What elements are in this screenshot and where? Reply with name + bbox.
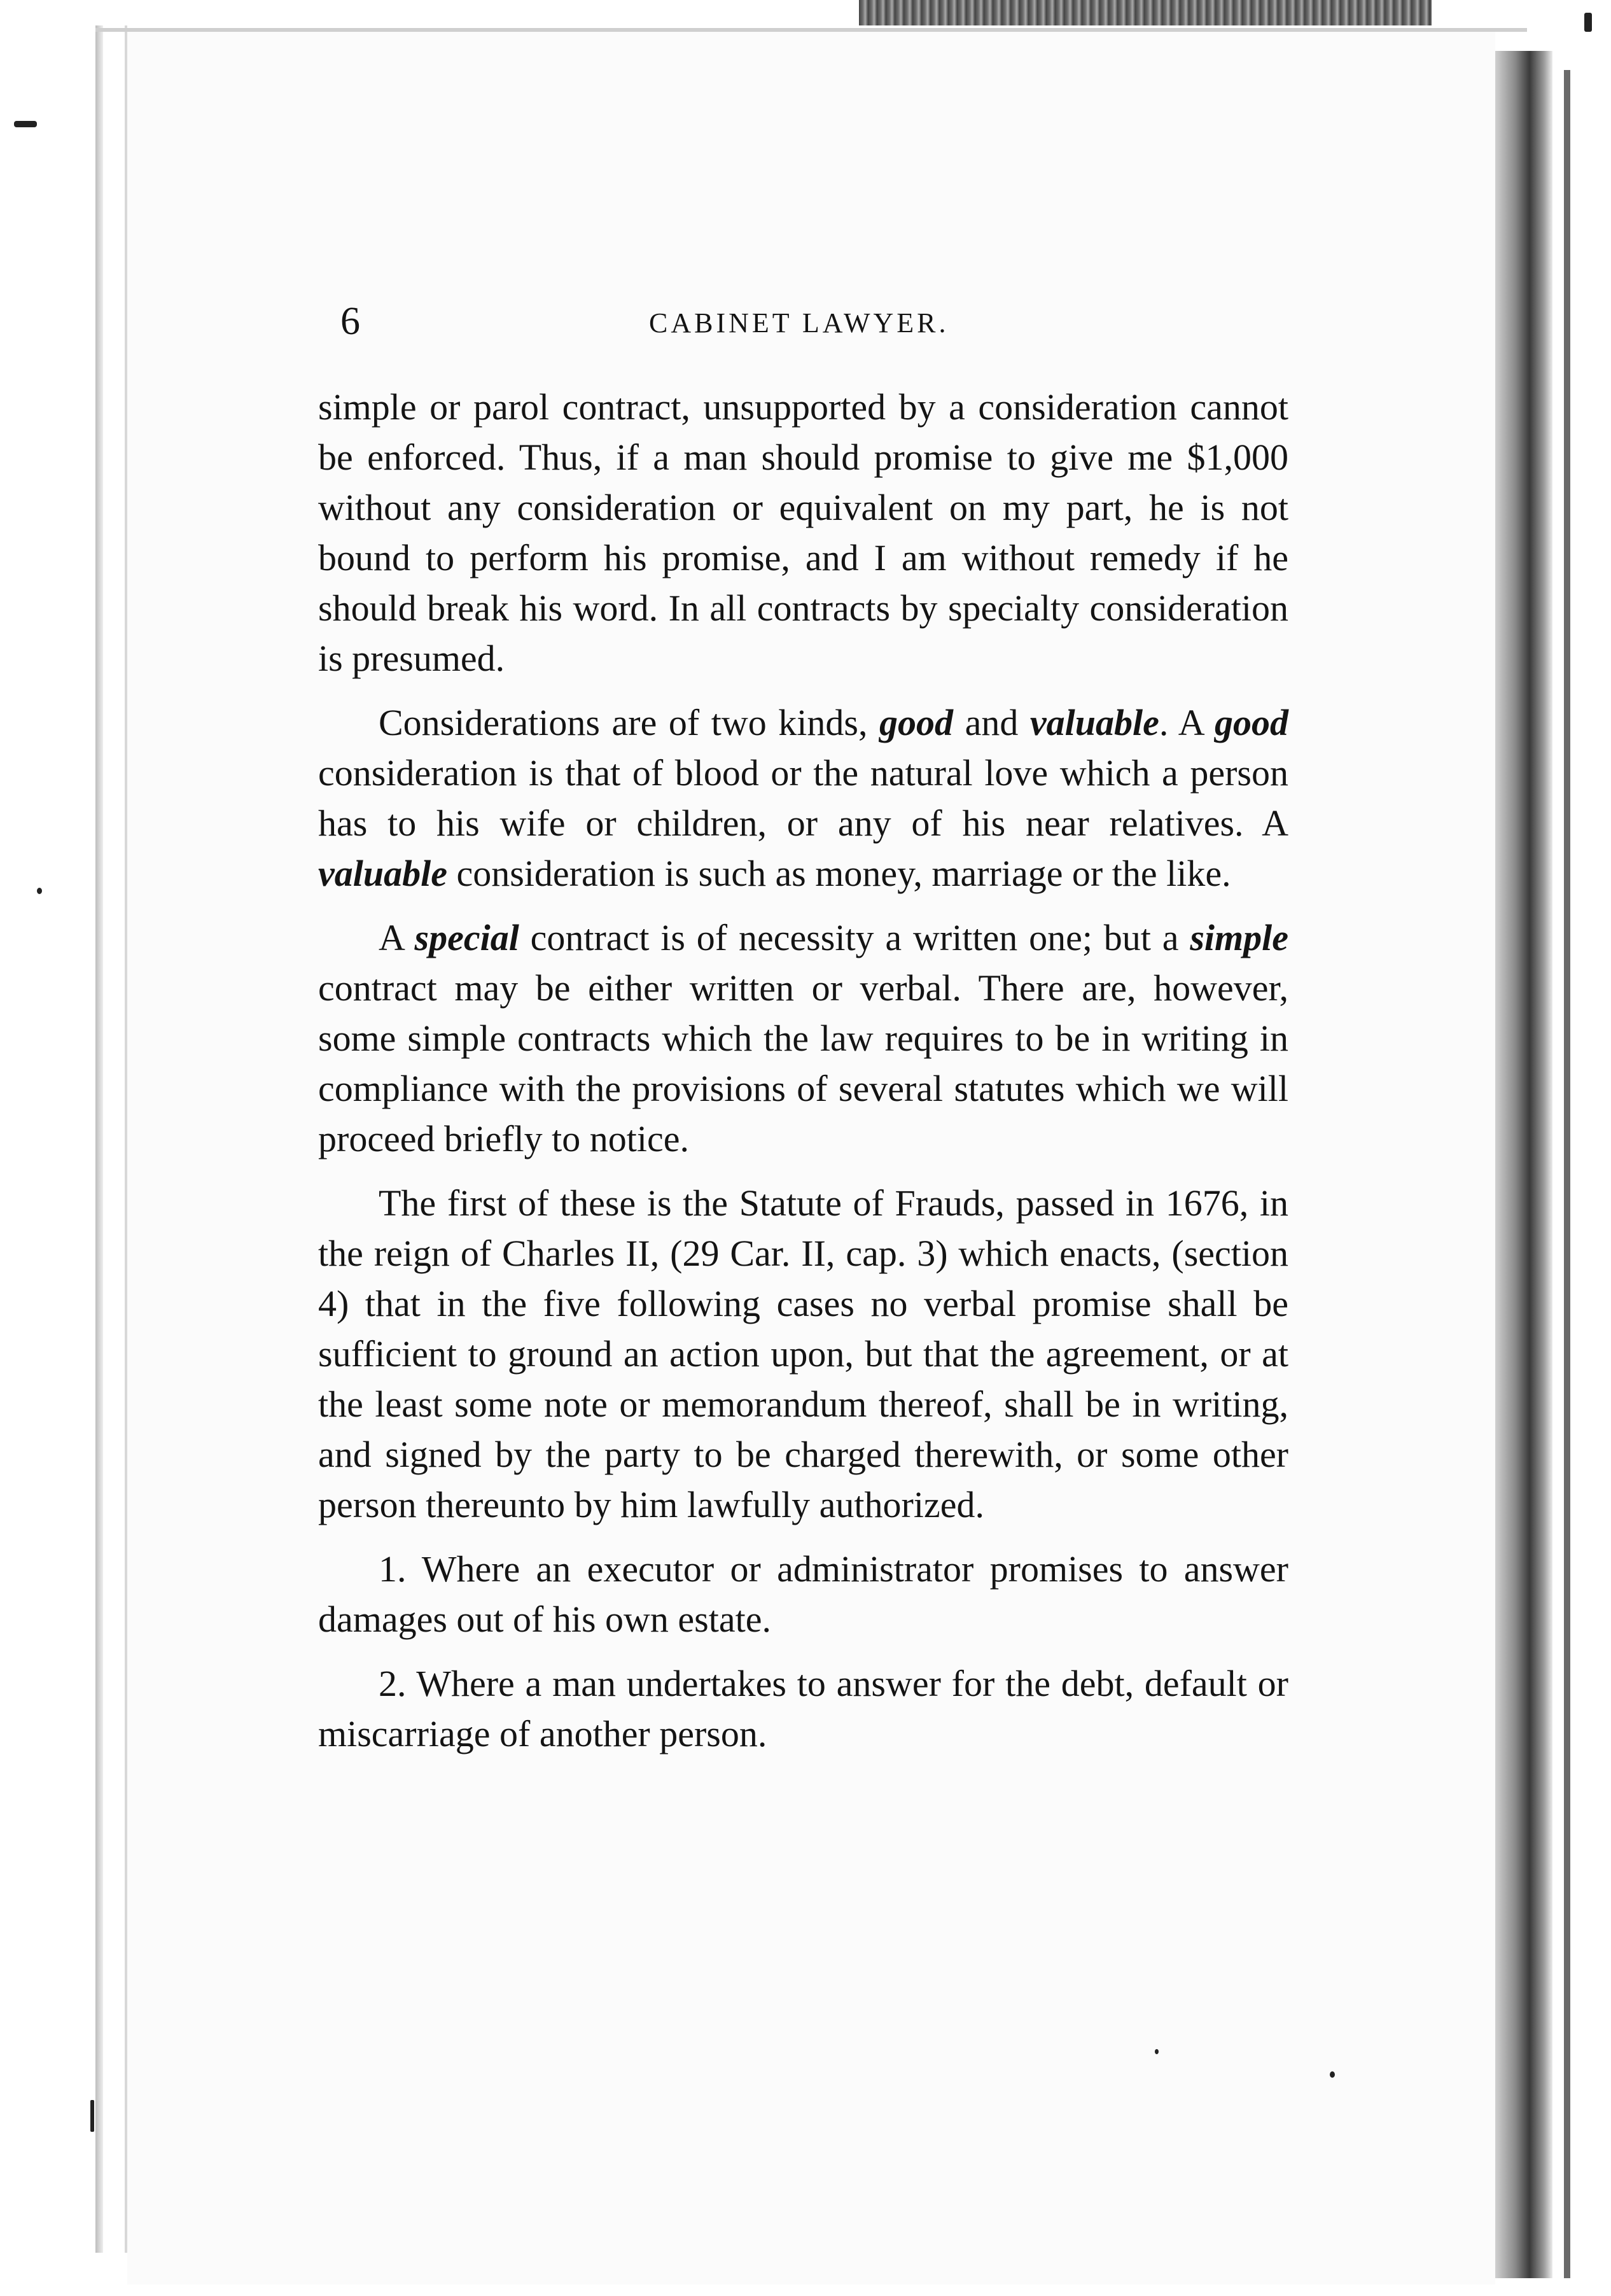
italic-term-good: good [1214, 702, 1288, 743]
text-segment: consideration is such as money, marriage or the like. [447, 853, 1231, 894]
scan-speck [1330, 2071, 1335, 2078]
scan-speck [1584, 13, 1592, 32]
page-right-edge-inner [1564, 70, 1570, 2278]
text-segment: contract may be either written or verbal. There are, however, some simple contracts which the law requires to be in writing in compliance with the provisions of several statutes which we will proceed briefly to notice. [318, 967, 1288, 1159]
text-segment: simple or parol contract, unsupported by a consideration cannot be enforced. Thus, if a man should promise to give me $1,000 without any consideration or equivalent on my part, he is not bound to perform his promise, and I am without remedy if he should break his word. In all contracts by specialty consideration is presumed. [318, 386, 1288, 679]
text-segment: consideration is that of blood or the natural love which a person has to his wife or children, or any of his near relatives. A [318, 752, 1288, 844]
text-segment: 2. Where a man undertakes to answer for the debt, default or miscarriage of another person. [318, 1663, 1288, 1754]
paragraph-3 [318, 913, 1288, 1164]
text-segment: The first of these is the Statute of Frauds, passed in 1676, in the reign of Charles II, (29 Car. II, cap. 3) which enacts, (section 4) that in the five following cases no verbal promise shall be sufficient to ground an action upon, but that the agreement, or at the least some note or memorandum thereof, shall be in writing, and signed by the party to be charged therewith, or some other person thereunto by him lawfully authorized. [318, 1182, 1288, 1525]
page-left-edge [95, 25, 103, 2253]
text-segment: Considerations are of two kinds, [379, 702, 880, 743]
text-segment: 1. Where an executor or administrator promises to answer damages out of his own estate. [318, 1548, 1288, 1640]
italic-term-special: special [414, 917, 519, 958]
scan-speck [90, 2100, 94, 2132]
scan-speck [37, 888, 42, 894]
running-head: CABINET LAWYER. [649, 307, 949, 339]
paragraph-1 [318, 382, 1288, 683]
text-segment: and [953, 702, 1030, 743]
paragraph-5-list-item-1 [318, 1544, 1288, 1644]
paragraph-2 [318, 697, 1288, 899]
italic-term-good: good [879, 702, 954, 743]
paragraph-4 [318, 1178, 1288, 1530]
text-segment: A [379, 917, 415, 958]
italic-term-valuable: valuable [318, 853, 447, 894]
page-right-edge [1495, 51, 1552, 2278]
paragraph-6-list-item-2 [318, 1658, 1288, 1759]
body-text [318, 382, 1288, 1773]
page-header [340, 293, 1295, 350]
scan-speck [14, 121, 37, 127]
scan-speck [1155, 2049, 1159, 2054]
text-segment: contract is of necessity a written one; but a [519, 917, 1190, 958]
page-top-line [95, 28, 1527, 32]
italic-term-simple: simple [1190, 917, 1288, 958]
text-segment: . A [1159, 702, 1215, 743]
scan-top-strip [859, 0, 1432, 25]
italic-term-valuable: valuable [1029, 702, 1159, 743]
page-number: 6 [340, 300, 360, 343]
